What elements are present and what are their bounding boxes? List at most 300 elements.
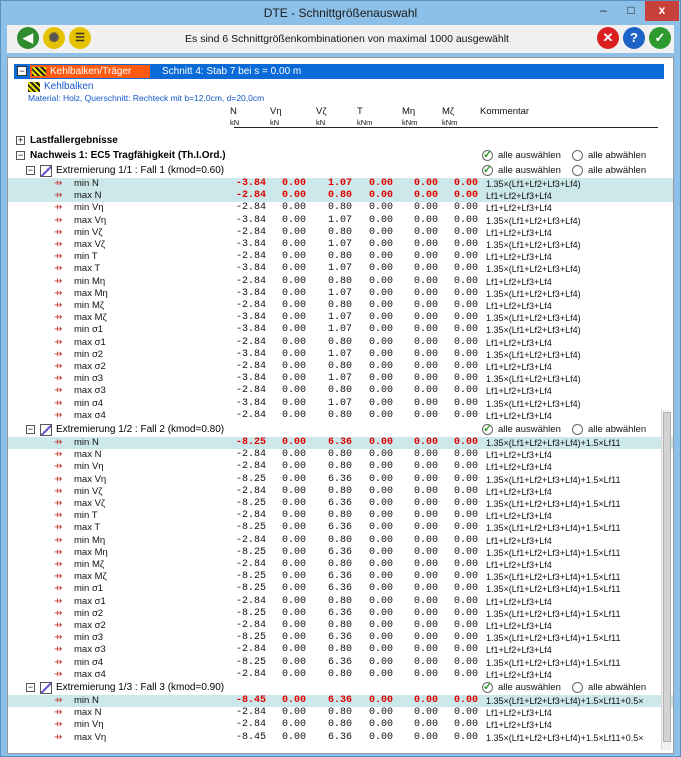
- result-value: 0.00: [281, 595, 306, 607]
- extremierung-icon: [40, 682, 52, 694]
- result-label: min N: [74, 178, 99, 189]
- minimize-button[interactable]: –: [600, 3, 607, 17]
- result-value: 0.80: [327, 534, 352, 546]
- result-value: 0.00: [453, 300, 478, 311]
- result-value: -2.84: [235, 251, 266, 263]
- result-value: 0.00: [453, 397, 478, 409]
- result-value: 0.00: [413, 583, 438, 595]
- group-nachweis-label: Nachweis 1: EC5 Tragfähigkeit (Th.I.Ord.): [30, 150, 226, 161]
- result-value: 0.00: [453, 534, 478, 546]
- result-label: max Mζ: [74, 571, 107, 583]
- result-value: 0.00: [453, 202, 478, 214]
- result-value: 0.00: [413, 324, 438, 336]
- result-label: min Mη: [74, 275, 106, 287]
- result-value: -2.84: [235, 190, 266, 202]
- result-row[interactable]: [8, 632, 673, 644]
- result-value: -2.84: [235, 559, 266, 570]
- result-value: -8.25: [235, 546, 266, 558]
- result-value: 0.00: [413, 409, 438, 421]
- result-label: min Vη: [74, 202, 104, 214]
- result-value: 0.00: [413, 226, 438, 238]
- result-value: 0.00: [281, 559, 306, 570]
- result-value: -8.25: [235, 583, 266, 595]
- result-value: 0.00: [413, 312, 438, 324]
- result-label: min σ2: [74, 348, 104, 360]
- result-comment: Lf1+Lf2+Lf3+Lf4: [486, 450, 552, 461]
- result-row[interactable]: [8, 461, 673, 473]
- result-value: 0.00: [368, 409, 393, 421]
- node-arrow-icon: ⇸: [54, 595, 63, 607]
- result-value: 0.00: [453, 275, 478, 287]
- result-row[interactable]: [8, 559, 673, 571]
- result-value: 0.00: [453, 607, 478, 619]
- result-value: 0.00: [453, 373, 478, 385]
- result-row[interactable]: [8, 596, 673, 608]
- radio-icon[interactable]: [572, 424, 583, 435]
- list-icon[interactable]: ☰: [69, 27, 91, 49]
- result-value: -8.25: [235, 522, 266, 534]
- result-row[interactable]: [8, 571, 673, 583]
- node-arrow-icon: ⇸: [54, 312, 63, 324]
- select-all-label: alle auswählen: [498, 682, 561, 693]
- result-value: 1.07: [327, 373, 352, 385]
- column-unit: kN: [230, 118, 240, 127]
- result-value: 0.00: [281, 361, 306, 372]
- result-label: max N: [74, 190, 102, 202]
- result-value: 0.00: [453, 485, 478, 497]
- deselect-all-label: alle abwählen: [588, 424, 647, 435]
- result-value: 0.00: [368, 644, 393, 656]
- result-value: -2.84: [235, 226, 266, 238]
- result-value: 0.00: [453, 546, 478, 558]
- result-value: -2.84: [235, 510, 266, 522]
- result-value: 0.00: [453, 559, 478, 570]
- result-value: 0.00: [281, 385, 306, 397]
- result-value: 0.00: [368, 707, 393, 719]
- collapse-icon[interactable]: −: [27, 165, 34, 175]
- result-row[interactable]: [8, 437, 673, 449]
- result-value: 0.00: [413, 559, 438, 570]
- result-value: 6.36: [327, 695, 352, 706]
- result-row[interactable]: [8, 263, 673, 275]
- result-row[interactable]: [8, 361, 673, 373]
- node-arrow-icon: ⇸: [54, 571, 63, 583]
- result-value: 0.00: [368, 449, 393, 461]
- result-value: 0.80: [327, 644, 352, 656]
- result-comment: Lf1+Lf2+Lf3+Lf4: [486, 708, 552, 719]
- result-row[interactable]: [8, 239, 673, 251]
- result-comment: Lf1+Lf2+Lf3+Lf4: [486, 486, 552, 497]
- result-label: max Vζ: [74, 239, 106, 250]
- result-label: min σ1: [74, 583, 104, 595]
- expand-icon[interactable]: +: [17, 135, 24, 145]
- result-value: 0.00: [453, 190, 478, 202]
- result-comment: 1.35×(Lf1+Lf2+Lf3+Lf4)+1.5×Lf11: [486, 474, 621, 485]
- result-label: min σ4: [74, 397, 104, 409]
- select-all-label: alle auswählen: [498, 165, 561, 176]
- result-row[interactable]: [8, 695, 673, 707]
- result-value: 0.00: [281, 190, 306, 202]
- checkmark-icon[interactable]: ✓: [483, 149, 493, 161]
- result-row[interactable]: [8, 324, 673, 336]
- node-arrow-icon: ⇸: [54, 287, 63, 299]
- maximize-button[interactable]: □: [627, 3, 635, 17]
- result-row[interactable]: [8, 215, 673, 227]
- result-comment: Lf1+Lf2+Lf3+Lf4: [486, 669, 552, 680]
- result-row[interactable]: [8, 373, 673, 385]
- node-arrow-icon: ⇸: [54, 275, 63, 287]
- column-header: N: [230, 106, 237, 117]
- result-label: min Mζ: [74, 559, 105, 570]
- result-value: 0.00: [368, 190, 393, 202]
- result-row[interactable]: [8, 300, 673, 312]
- result-value: -3.84: [235, 287, 266, 299]
- result-value: 0.00: [281, 449, 306, 461]
- result-label: min σ3: [74, 373, 104, 385]
- result-row[interactable]: [8, 410, 673, 422]
- column-header: Mη: [402, 106, 416, 117]
- result-label: min Vζ: [74, 226, 103, 238]
- result-value: 0.00: [281, 522, 306, 534]
- result-value: 0.80: [327, 336, 352, 348]
- result-value: -2.84: [235, 644, 266, 656]
- checkmark-icon[interactable]: ✓: [483, 164, 493, 176]
- section-selection-bar[interactable]: [14, 64, 664, 79]
- result-value: 0.00: [281, 668, 306, 680]
- result-value: 0.80: [327, 707, 352, 719]
- result-value: 6.36: [327, 522, 352, 534]
- result-value: 0.00: [413, 607, 438, 619]
- node-arrow-icon: ⇸: [54, 695, 63, 706]
- result-value: 0.00: [413, 656, 438, 668]
- result-value: 0.00: [453, 695, 478, 706]
- result-comment: Lf1+Lf2+Lf3+Lf4: [486, 227, 552, 238]
- result-value: 0.00: [281, 719, 306, 731]
- result-value: 0.00: [413, 178, 438, 189]
- result-value: 0.00: [281, 287, 306, 299]
- result-value: 0.00: [453, 312, 478, 324]
- result-value: 0.00: [281, 707, 306, 719]
- result-row[interactable]: [8, 337, 673, 349]
- extremierung-title: Extremierung 1/3 : Fall 3 (kmod=0.90): [56, 682, 225, 693]
- result-value: 0.00: [413, 202, 438, 214]
- node-arrow-icon: ⇸: [54, 731, 63, 743]
- sun-icon[interactable]: ✺: [43, 27, 65, 49]
- result-value: 0.00: [368, 348, 393, 360]
- result-value: 0.00: [368, 324, 393, 336]
- result-value: -2.84: [235, 461, 266, 473]
- result-row[interactable]: [8, 669, 673, 681]
- result-value: 0.00: [453, 336, 478, 348]
- beam-label: [30, 65, 150, 78]
- result-label: min N: [74, 437, 99, 448]
- result-row[interactable]: [8, 535, 673, 547]
- radio-icon[interactable]: [572, 150, 583, 161]
- vertical-scrollbar[interactable]: [661, 410, 671, 750]
- result-value: 6.36: [327, 571, 352, 583]
- result-value: 0.00: [368, 498, 393, 509]
- result-comment: Lf1+Lf2+Lf3+Lf4: [486, 720, 552, 731]
- result-value: 0.00: [368, 461, 393, 473]
- scrollbar-thumb[interactable]: [663, 412, 671, 742]
- result-row[interactable]: [8, 251, 673, 263]
- result-value: 0.80: [327, 510, 352, 522]
- result-comment: Lf1+Lf2+Lf3+Lf4: [486, 462, 552, 473]
- collapse-icon[interactable]: −: [27, 424, 34, 434]
- result-comment: Lf1+Lf2+Lf3+Lf4: [486, 596, 552, 607]
- result-row[interactable]: [8, 547, 673, 559]
- result-value: 0.00: [368, 522, 393, 534]
- result-value: 0.00: [413, 485, 438, 497]
- result-value: 0.00: [281, 312, 306, 324]
- node-arrow-icon: ⇸: [54, 300, 63, 311]
- result-value: 0.00: [281, 348, 306, 360]
- result-label: min Mη: [74, 534, 106, 546]
- result-comment: 1.35×(Lf1+Lf2+Lf3+Lf4)+1.5×Lf11: [486, 633, 621, 644]
- result-label: max σ3: [74, 644, 106, 656]
- result-comment: Lf1+Lf2+Lf3+Lf4: [486, 621, 552, 631]
- result-comment: 1.35×(Lf1+Lf2+Lf3+Lf4)+1.5×Lf11+0.5×: [486, 732, 644, 743]
- result-row[interactable]: [8, 178, 673, 190]
- result-value: 0.00: [281, 373, 306, 385]
- result-comment: 1.35×(Lf1+Lf2+Lf3+Lf4): [486, 179, 581, 189]
- result-value: 0.00: [453, 409, 478, 421]
- result-value: 0.00: [368, 595, 393, 607]
- result-value: 0.00: [453, 719, 478, 731]
- result-row[interactable]: [8, 398, 673, 410]
- result-value: 1.07: [327, 214, 352, 226]
- result-value: 0.00: [413, 214, 438, 226]
- node-arrow-icon: ⇸: [54, 348, 63, 360]
- result-value: 1.07: [327, 397, 352, 409]
- result-comment: Lf1+Lf2+Lf3+Lf4: [486, 560, 552, 570]
- result-value: 0.00: [413, 498, 438, 509]
- result-value: 0.00: [453, 656, 478, 668]
- result-value: 0.00: [413, 251, 438, 263]
- result-value: 0.00: [281, 644, 306, 656]
- result-value: 0.00: [413, 190, 438, 202]
- result-value: 0.00: [281, 202, 306, 214]
- result-value: 6.36: [327, 546, 352, 558]
- result-value: 0.00: [368, 534, 393, 546]
- collapse-icon[interactable]: −: [17, 66, 27, 76]
- result-comment: 1.35×(Lf1+Lf2+Lf3+Lf4)+1.5×Lf11: [486, 657, 621, 668]
- node-arrow-icon: ⇸: [54, 620, 63, 631]
- result-value: -8.45: [235, 695, 266, 706]
- result-value: -3.84: [235, 239, 266, 250]
- result-comment: 1.35×(Lf1+Lf2+Lf3+Lf4)+1.5×Lf11: [486, 523, 621, 534]
- result-value: -8.25: [235, 437, 266, 448]
- column-header: Vζ: [316, 106, 327, 117]
- result-value: 0.00: [281, 178, 306, 189]
- result-value: 0.00: [453, 583, 478, 595]
- result-comment: 1.35×(Lf1+Lf2+Lf3+Lf4)+1.5×Lf11: [486, 584, 621, 595]
- title-bar: [1, 1, 680, 25]
- result-row[interactable]: [8, 227, 673, 239]
- result-value: 0.00: [368, 239, 393, 250]
- result-value: 0.00: [281, 695, 306, 706]
- result-value: 0.00: [413, 437, 438, 448]
- result-row[interactable]: [8, 190, 673, 202]
- node-arrow-icon: ⇸: [54, 485, 63, 497]
- result-row[interactable]: [8, 608, 673, 620]
- checkmark-icon[interactable]: ✓: [483, 681, 493, 693]
- result-value: -8.45: [235, 731, 266, 743]
- close-button[interactable]: x: [645, 1, 679, 21]
- result-row[interactable]: [8, 644, 673, 656]
- result-label: min Mζ: [74, 300, 105, 311]
- result-value: 0.00: [368, 473, 393, 485]
- node-arrow-icon: ⇸: [54, 583, 63, 595]
- result-value: 0.80: [327, 559, 352, 570]
- node-arrow-icon: ⇸: [54, 263, 63, 275]
- result-value: 0.00: [281, 498, 306, 509]
- result-value: 0.80: [327, 190, 352, 202]
- result-value: -2.84: [235, 275, 266, 287]
- result-row[interactable]: [8, 510, 673, 522]
- result-label: min N: [74, 695, 99, 706]
- result-value: -2.84: [235, 202, 266, 214]
- result-value: -2.84: [235, 668, 266, 680]
- result-value: 1.07: [327, 312, 352, 324]
- result-value: 0.00: [368, 361, 393, 372]
- node-arrow-icon: ⇸: [54, 397, 63, 409]
- collapse-icon[interactable]: −: [17, 150, 24, 160]
- result-value: 0.00: [453, 620, 478, 631]
- result-label: min σ2: [74, 607, 104, 619]
- result-value: 0.00: [453, 595, 478, 607]
- result-row[interactable]: [8, 657, 673, 669]
- result-value: 0.00: [413, 239, 438, 250]
- wood-pattern-icon: [32, 67, 46, 76]
- result-label: min Vζ: [74, 485, 103, 497]
- result-row[interactable]: [8, 620, 673, 632]
- node-arrow-icon: ⇸: [54, 522, 63, 534]
- result-value: 0.00: [413, 571, 438, 583]
- result-value: 0.00: [413, 348, 438, 360]
- result-value: 0.00: [453, 324, 478, 336]
- result-row[interactable]: [8, 202, 673, 214]
- result-value: -3.84: [235, 263, 266, 275]
- node-arrow-icon: ⇸: [54, 534, 63, 546]
- result-value: -2.84: [235, 485, 266, 497]
- node-arrow-icon: ⇸: [54, 473, 63, 485]
- result-row[interactable]: [8, 288, 673, 300]
- result-value: 0.00: [453, 668, 478, 680]
- schnitt-label: Schnitt 4: Stab 7 bei s = 0.00 m: [162, 66, 302, 77]
- result-value: 0.00: [453, 239, 478, 250]
- result-value: 0.00: [453, 510, 478, 522]
- result-value: 0.00: [453, 361, 478, 372]
- result-value: -2.84: [235, 300, 266, 311]
- result-label: max σ4: [74, 409, 106, 421]
- result-value: -8.25: [235, 632, 266, 644]
- result-row[interactable]: [8, 486, 673, 498]
- result-value: 0.00: [453, 214, 478, 226]
- result-label: min Vη: [74, 719, 104, 731]
- extremierung-icon: [40, 165, 52, 177]
- ok-icon[interactable]: ✓: [649, 27, 671, 49]
- result-value: 0.00: [453, 348, 478, 360]
- result-row[interactable]: [8, 719, 673, 731]
- result-value: 0.00: [368, 632, 393, 644]
- node-arrow-icon: ⇸: [54, 719, 63, 731]
- result-value: -3.84: [235, 178, 266, 189]
- help-icon[interactable]: ?: [623, 27, 645, 49]
- result-row[interactable]: [8, 312, 673, 324]
- result-row[interactable]: [8, 707, 673, 719]
- result-value: 0.00: [413, 397, 438, 409]
- node-arrow-icon: ⇸: [54, 251, 63, 263]
- result-value: 0.00: [453, 461, 478, 473]
- result-value: 6.36: [327, 607, 352, 619]
- result-label: min σ3: [74, 632, 104, 644]
- result-row[interactable]: [8, 276, 673, 288]
- result-value: 6.36: [327, 731, 352, 743]
- back-icon[interactable]: ◀: [17, 27, 39, 49]
- checkmark-icon[interactable]: ✓: [483, 423, 493, 435]
- result-value: 0.80: [327, 361, 352, 372]
- result-row[interactable]: [8, 583, 673, 595]
- result-value: 0.00: [453, 522, 478, 534]
- node-arrow-icon: ⇸: [54, 559, 63, 570]
- result-value: 6.36: [327, 656, 352, 668]
- result-value: 0.00: [368, 546, 393, 558]
- result-value: 0.00: [413, 534, 438, 546]
- result-value: 0.00: [453, 178, 478, 189]
- node-arrow-icon: ⇸: [54, 373, 63, 385]
- result-value: 0.00: [368, 312, 393, 324]
- result-label: max Mη: [74, 287, 108, 299]
- result-row[interactable]: [8, 349, 673, 361]
- result-row[interactable]: [8, 385, 673, 397]
- result-value: 6.36: [327, 632, 352, 644]
- result-value: 0.00: [368, 251, 393, 263]
- result-value: 0.00: [413, 449, 438, 461]
- result-comment: 1.35×(Lf1+Lf2+Lf3+Lf4)+1.5×Lf11: [486, 572, 621, 583]
- result-label: min Vη: [74, 461, 104, 473]
- result-value: 0.00: [413, 300, 438, 311]
- result-row[interactable]: [8, 449, 673, 461]
- result-value: 0.00: [368, 559, 393, 570]
- result-value: 0.80: [327, 595, 352, 607]
- node-arrow-icon: ⇸: [54, 336, 63, 348]
- member-name: Kehlbalken: [44, 81, 94, 92]
- result-row[interactable]: [8, 498, 673, 510]
- cancel-icon[interactable]: ✕: [597, 27, 619, 49]
- result-row[interactable]: [8, 522, 673, 534]
- result-value: 0.00: [413, 707, 438, 719]
- result-value: 0.00: [453, 226, 478, 238]
- result-comment: Lf1+Lf2+Lf3+Lf4: [486, 191, 552, 202]
- result-row[interactable]: [8, 732, 673, 744]
- result-value: 0.00: [453, 263, 478, 275]
- result-value: 0.00: [453, 498, 478, 509]
- result-value: 0.00: [281, 534, 306, 546]
- result-row[interactable]: [8, 474, 673, 486]
- radio-icon[interactable]: [572, 165, 583, 176]
- result-value: 0.80: [327, 300, 352, 311]
- radio-icon[interactable]: [572, 682, 583, 693]
- result-comment: Lf1+Lf2+Lf3+Lf4: [486, 301, 552, 311]
- result-value: 0.80: [327, 449, 352, 461]
- result-value: 0.00: [281, 656, 306, 668]
- result-value: 0.00: [413, 287, 438, 299]
- result-label: max σ1: [74, 336, 106, 348]
- collapse-icon[interactable]: −: [27, 682, 34, 692]
- column-unit: kNm: [442, 118, 458, 127]
- result-value: 0.00: [281, 239, 306, 250]
